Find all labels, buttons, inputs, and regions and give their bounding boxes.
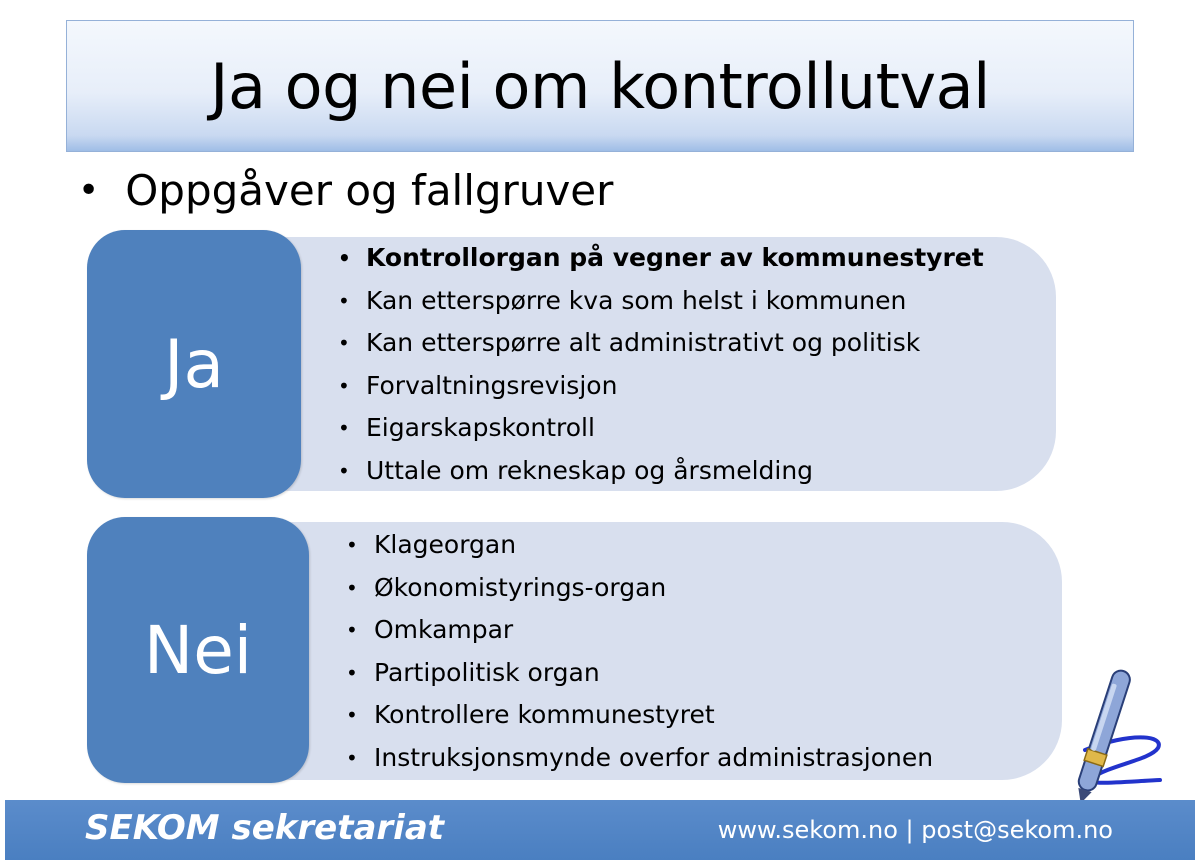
list-item: • Forvaltningsrevisjon: [338, 370, 618, 400]
footer-bar: [5, 800, 1195, 860]
ja-panel: [270, 237, 1056, 491]
list-item: • Instruksjonsmynde overfor administrasjonen: [346, 742, 934, 772]
list-item: • Eigarskapskontroll: [338, 413, 595, 442]
title-box: [66, 20, 1134, 152]
list-item: • Kontrollere kommunestyret: [346, 700, 715, 729]
list-item: • Kan etterspørre alt administrativt og politisk: [338, 328, 921, 357]
ja-label: Ja: [164, 325, 224, 403]
list-item: • Kontrollorgan på vegner av kommunestyret: [338, 243, 984, 272]
ja-tile: [87, 230, 301, 498]
list-item: • Partipolitisk organ: [346, 657, 600, 687]
list-item: • Omkampar: [346, 615, 514, 644]
pen-icon: [1040, 640, 1200, 800]
list-item: • Økonomistyrings-organ: [346, 572, 667, 602]
footer-brand: SEKOM sekretariat: [85, 808, 445, 848]
bullet-dot: •: [78, 170, 100, 211]
nei-tile: [87, 517, 309, 783]
list-item: • Klageorgan: [346, 530, 517, 559]
sub-bullet-text: Oppgåver og fallgruver: [125, 166, 614, 215]
nei-label: Nei: [143, 611, 253, 689]
slide-title: Ja og nei om kontrollutval: [210, 49, 990, 123]
footer-contact: www.sekom.no | post@sekom.no: [717, 816, 1113, 844]
sub-bullet: [78, 166, 613, 215]
list-item: • Kan etterspørre kva som helst i kommunen: [338, 285, 907, 315]
nei-panel: [278, 522, 1062, 780]
list-item: • Uttale om rekneskap og årsmelding: [338, 455, 814, 485]
